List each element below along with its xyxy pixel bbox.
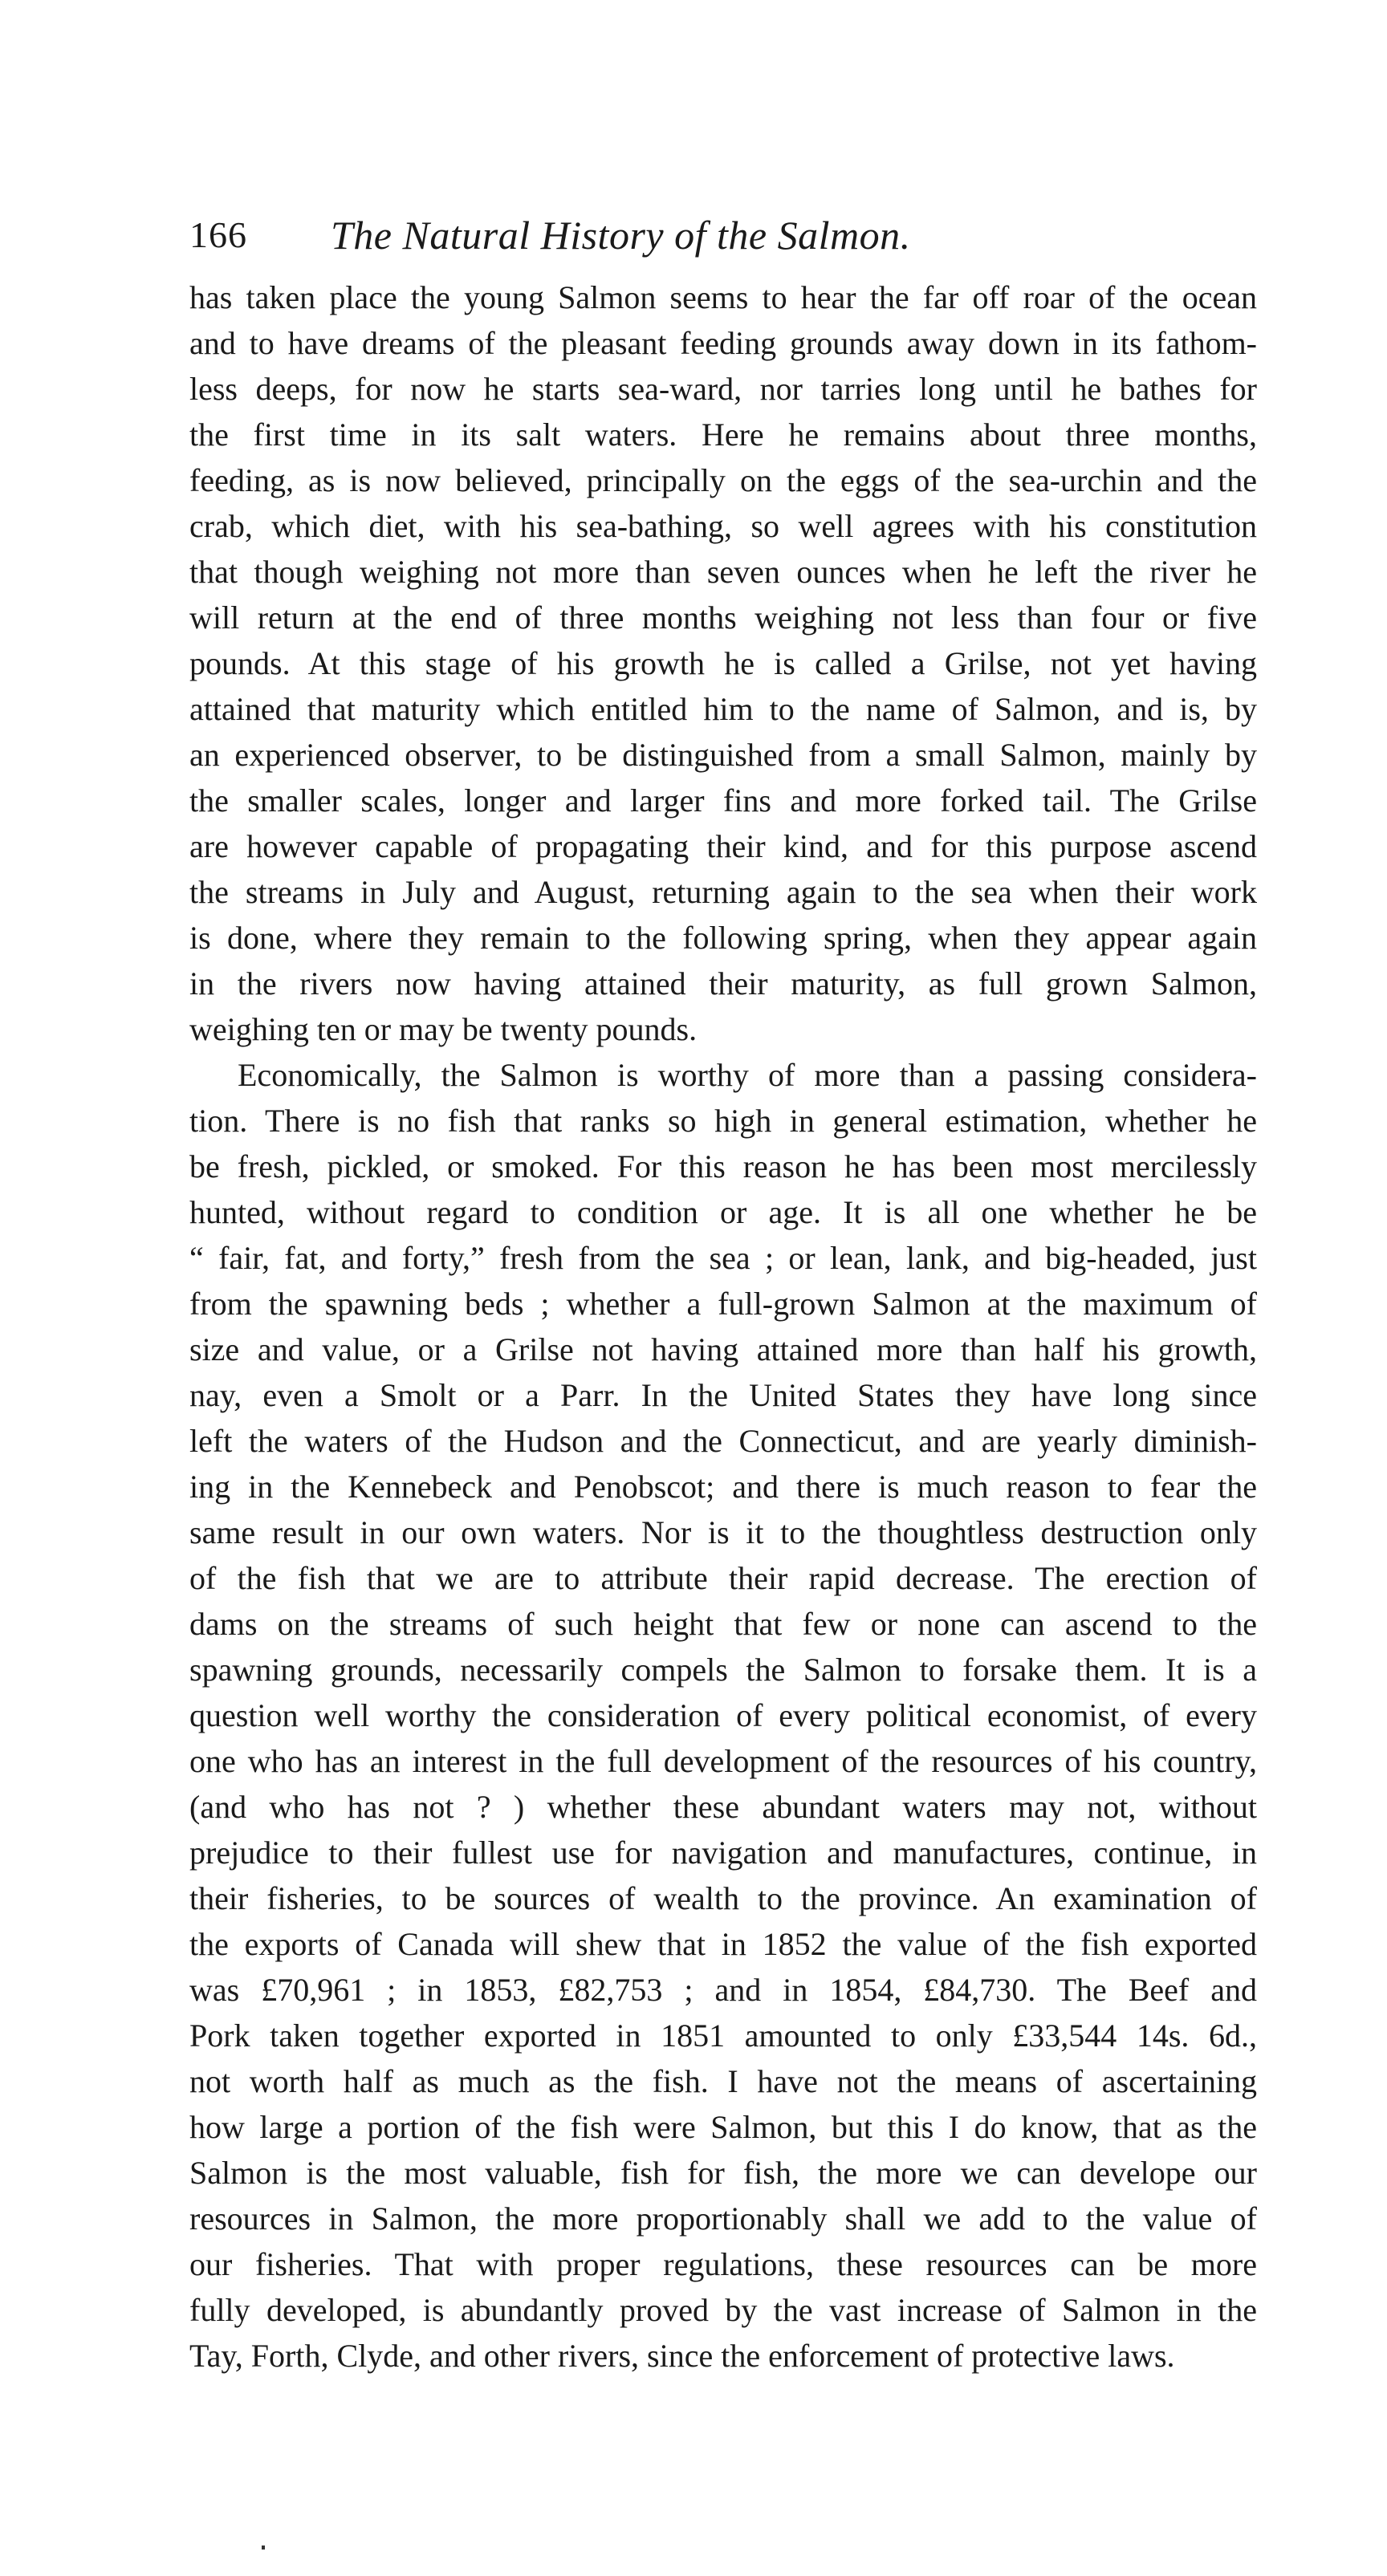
text-line: will return at the end of three months weighing not less than four or five <box>189 599 1257 636</box>
text-line: ing in the Kennebeck and Penobscot; and there is much reason to fear the <box>189 1469 1257 1505</box>
running-head <box>189 207 1257 263</box>
text-line: (and who has not ? ) whether these abundant waters may not, without <box>189 1789 1257 1825</box>
text-line: Pork taken together exported in 1851 amounted to only £33,544 14s. 6d., <box>189 2017 1257 2054</box>
text-line: the first time in its salt waters. Here he remains about three months, <box>189 416 1257 453</box>
text-line: Economically, the Salmon is worthy of more than a passing considera- <box>238 1057 1257 1093</box>
text-line: be fresh, pickled, or smoked. For this reason he has been most mercilessly <box>189 1148 1257 1184</box>
text-line: how large a portion of the fish were Salmon, but this I do know, that as the <box>189 2109 1257 2145</box>
text-line: the exports of Canada will shew that in 1852 the value of the fish exported <box>189 1926 1257 1962</box>
text-line: of the fish that we are to attribute their rapid decrease. The erection of <box>189 1560 1257 1596</box>
text-line: and to have dreams of the pleasant feeding grounds away down in its fathom- <box>189 325 1257 361</box>
text-line: that though weighing not more than seven ounces when he left the river he <box>189 554 1257 590</box>
stray-ink-mark <box>262 2546 265 2550</box>
paragraph <box>189 274 1257 1052</box>
text-line: Tay, Forth, Clyde, and other rivers, since the enforcement of protective laws. <box>189 2338 1175 2374</box>
text-line: has taken place the young Salmon seems to hear the far off roar of the ocean <box>189 279 1257 315</box>
text-line: an experienced observer, to be distinguished from a small Salmon, mainly by <box>189 737 1257 773</box>
text-line: are however capable of propagating their kind, and for this purpose ascend <box>189 828 1257 864</box>
text-line: size and value, or a Grilse not having attained more than half his growth, <box>189 1331 1257 1367</box>
body-text <box>189 274 1257 2379</box>
text-line: tion. There is no fish that ranks so high in general estimation, whether he <box>189 1103 1257 1139</box>
text-line: their fisheries, to be sources of wealth to the province. An examination of <box>189 1880 1257 1916</box>
text-line: resources in Salmon, the more proportionably shall we add to the value of <box>189 2200 1257 2237</box>
running-title: The Natural History of the Salmon. <box>331 213 911 258</box>
text-line: hunted, without regard to condition or age. It is all one whether he be <box>189 1194 1257 1230</box>
text-line: the smaller scales, longer and larger fins and more forked tail. The Grilse <box>189 782 1257 819</box>
text-line: dams on the streams of such height that few or none can ascend to the <box>189 1606 1257 1642</box>
text-line: from the spawning beds ; whether a full-grown Salmon at the maximum of <box>189 1286 1257 1322</box>
text-line: one who has an interest in the full development of the resources of his country, <box>189 1743 1257 1779</box>
text-line: feeding, as is now believed, principally on the eggs of the sea-urchin and the <box>189 462 1257 498</box>
text-line: was £70,961 ; in 1853, £82,753 ; and in 1854, £84,730. The Beef and <box>189 1972 1257 2008</box>
paragraph <box>189 1052 1257 2379</box>
text-line: pounds. At this stage of his growth he is called a Grilse, not yet having <box>189 645 1257 681</box>
text-line: question well worthy the consideration of every political economist, of every <box>189 1697 1257 1733</box>
text-line: weighing ten or may be twenty pounds. <box>189 1011 698 1047</box>
text-line: same result in our own waters. Nor is it to the thoughtless destruction only <box>189 1514 1257 1550</box>
page-number: 166 <box>189 214 247 255</box>
text-line: less deeps, for now he starts sea-ward, nor tarries long until he bathes for <box>189 371 1257 407</box>
text-line: attained that maturity which entitled him to the name of Salmon, and is, by <box>189 691 1257 727</box>
text-line: fully developed, is abundantly proved by the vast increase of Salmon in the <box>189 2292 1257 2328</box>
text-line: prejudice to their fullest use for navigation and manufactures, continue, in <box>189 1834 1257 1871</box>
text-line: not worth half as much as the fish. I have not the means of ascertaining <box>189 2063 1257 2099</box>
text-line: spawning grounds, necessarily compels the Salmon to forsake them. It is a <box>189 1652 1257 1688</box>
text-line: in the rivers now having attained their maturity, as full grown Salmon, <box>189 965 1257 1002</box>
text-line: crab, which diet, with his sea-bathing, so well agrees with his constitution <box>189 508 1257 544</box>
text-line: left the waters of the Hudson and the Connecticut, and are yearly diminish- <box>189 1423 1257 1459</box>
text-line: nay, even a Smolt or a Parr. In the United States they have long since <box>189 1377 1257 1413</box>
text-line: “ fair, fat, and forty,” fresh from the sea ; or lean, lank, and big-headed, just <box>189 1240 1257 1276</box>
text-line: is done, where they remain to the following spring, when they appear again <box>189 920 1257 956</box>
text-line: our fisheries. That with proper regulations, these resources can be more <box>189 2246 1257 2282</box>
text-line: Salmon is the most valuable, fish for fish, the more we can develope our <box>189 2155 1257 2191</box>
text-line: the streams in July and August, returning again to the sea when their work <box>189 874 1257 910</box>
